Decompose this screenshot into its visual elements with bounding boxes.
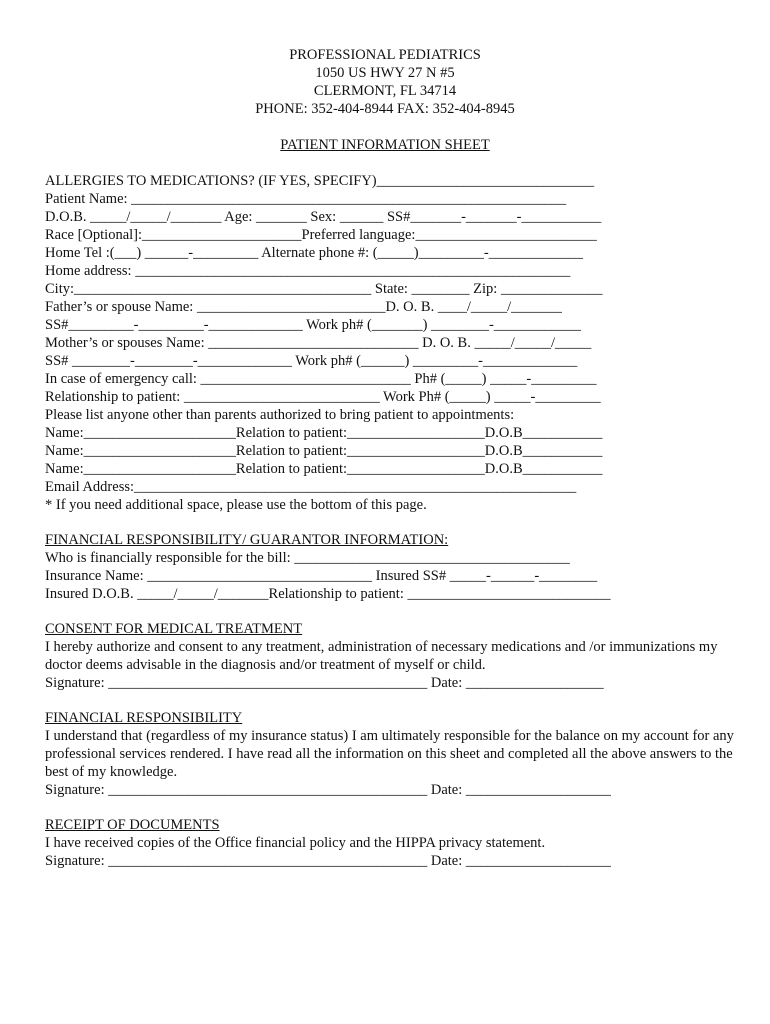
father-ssn-work-line[interactable]: SS#_________-_________-_____________ Work ph# (_______) ________-____________ [45,317,581,333]
financial-signature-line[interactable]: Signature: ____________________________________________ Date: ____________________ [45,782,611,798]
practice-header [0,46,770,118]
emergency-relationship-line[interactable]: Relationship to patient: ___________________________ Work Ph# (_____) _____-_________ [45,389,601,405]
practice-phone-fax: PHONE: 352-404-8944 FAX: 352-404-8945 [255,101,515,117]
authorized-person-row[interactable]: Name:_____________________Relation to patient:___________________D.O.B___________ [45,443,603,459]
consent-heading: CONSENT FOR MEDICAL TREATMENT [45,621,303,637]
mother-ssn-work-line[interactable]: SS# ________-________-_____________ Work ph# (______) _________-_____________ [45,353,578,369]
race-language-line[interactable]: Race [Optional]:______________________Preferred language:_________________________ [45,227,597,243]
phone-line[interactable]: Home Tel :(___) ______-_________ Alternate phone #: (_____)_________-_____________ [45,245,583,261]
financially-responsible-line[interactable]: Who is financially responsible for the bill: ______________________________________ [45,550,570,566]
receipt-heading: RECEIPT OF DOCUMENTS [45,817,220,833]
authorized-person-row[interactable]: Name:_____________________Relation to patient:___________________D.O.B___________ [45,461,603,477]
financial-responsibility-heading: FINANCIAL RESPONSIBILITY [45,710,243,726]
allergies-line[interactable]: ALLERGIES TO MEDICATIONS? (IF YES, SPECIFY)______________________________ [45,173,595,189]
receipt-text: I have received copies of the Office financial policy and the HIPPA privacy statement. [45,835,546,851]
insurance-name-line[interactable]: Insurance Name: _______________________________ Insured SS# _____-______-________ [45,568,598,584]
practice-address-line2: CLERMONT, FL 34714 [313,83,457,99]
additional-space-note: * If you need additional space, please use the bottom of this page. [45,497,427,513]
authorized-person-row[interactable]: Name:_____________________Relation to patient:___________________D.O.B___________ [45,425,603,441]
patient-name-line[interactable]: Patient Name: ____________________________________________________________ [45,191,567,207]
authorized-persons-instruction: Please list anyone other than parents authorized to bring patient to appointments: [45,407,515,423]
city-state-zip-line[interactable]: City:_________________________________________ State: ________ Zip: ______________ [45,281,603,297]
practice-address-line1: 1050 US HWY 27 N #5 [315,65,455,81]
emergency-contact-line[interactable]: In case of emergency call: _____________________________ Ph# (_____) _____-_________ [45,371,597,387]
email-address-line[interactable]: Email Address:_____________________________________________________________ [45,479,577,495]
financial-responsibility-text: I understand that (regardless of my insurance status) I am ultimately responsible for the balance on my account for any professional services rendered. I have read all the information on this sheet and completed all the above answers to the best of my knowledge. [45,728,734,780]
mother-name-line[interactable]: Mother’s or spouses Name: _____________________________ D. O. B. _____/_____/_____ [45,335,592,351]
home-address-line[interactable]: Home address: ____________________________________________________________ [45,263,571,279]
guarantor-heading: FINANCIAL RESPONSIBILITY/ GUARANTOR INFORMATION: [45,532,449,548]
consent-text: I hereby authorize and consent to any treatment, administration of necessary medications and /or immunizations my doctor deems advisable in the diagnosis and/or treatment of myself or child. [45,639,718,673]
receipt-signature-line[interactable]: Signature: ____________________________________________ Date: ____________________ [45,853,611,869]
dob-age-sex-ssn-line[interactable]: D.O.B. _____/_____/_______ Age: _______ Sex: ______ SS#_______-_______-___________ [45,209,602,225]
insured-dob-line[interactable]: Insured D.O.B. _____/_____/_______Relationship to patient: ____________________________ [45,586,611,602]
practice-name: PROFESSIONAL PEDIATRICS [289,47,481,63]
father-name-line[interactable]: Father’s or spouse Name: __________________________D. O. B. ____/_____/_______ [45,299,562,315]
sheet-title: PATIENT INFORMATION SHEET [280,137,490,153]
consent-signature-line[interactable]: Signature: ____________________________________________ Date: ___________________ [45,675,604,691]
